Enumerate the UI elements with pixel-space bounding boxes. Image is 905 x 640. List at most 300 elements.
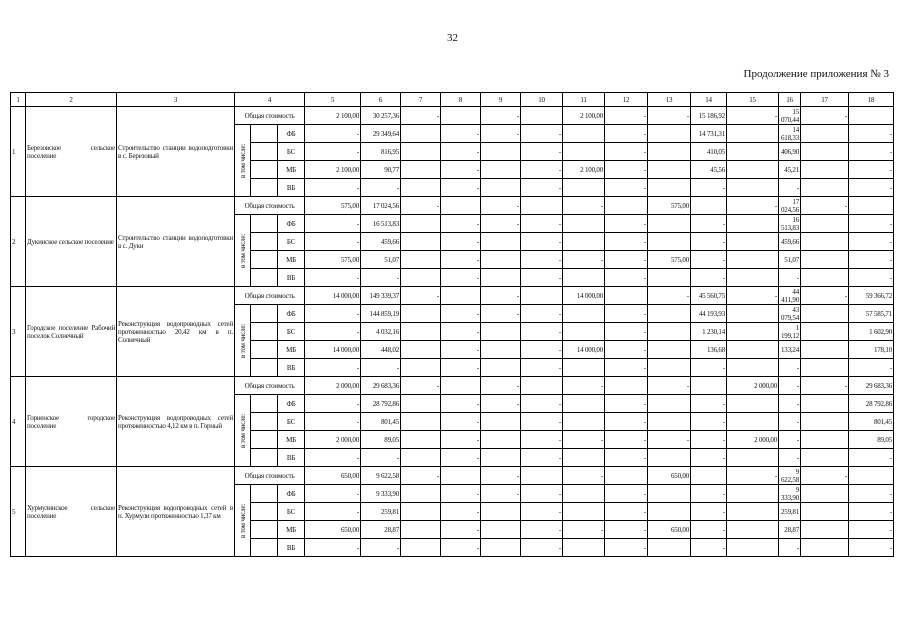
spacer-cell — [251, 323, 278, 341]
value-cell: - — [849, 521, 894, 539]
value-cell: - — [563, 431, 605, 449]
column-number: 2 — [26, 93, 117, 107]
value-cell: - — [605, 341, 648, 359]
value-cell — [563, 215, 605, 233]
value-cell: - — [849, 485, 894, 503]
spacer-cell — [251, 179, 278, 197]
value-cell — [849, 107, 894, 125]
table-row — [11, 107, 894, 125]
total-cost-label: Общая стоимость — [235, 467, 305, 485]
value-cell — [801, 359, 849, 377]
value-cell: 45 560,75 — [691, 287, 727, 305]
value-cell — [401, 233, 441, 251]
value-cell — [849, 197, 894, 215]
value-cell: - — [441, 413, 481, 431]
budget-source-label: МБ — [278, 521, 305, 539]
value-cell: - — [361, 179, 401, 197]
value-cell — [563, 395, 605, 413]
budget-source-label: МБ — [278, 251, 305, 269]
settlement-name: Березовское сельское поселение — [26, 107, 117, 197]
value-cell: 57 585,71 — [849, 305, 894, 323]
value-cell: 2 100,00 — [305, 107, 361, 125]
value-cell — [563, 305, 605, 323]
value-cell: 9 622,58 — [361, 467, 401, 485]
value-cell: 406,90 — [779, 143, 801, 161]
spacer-cell — [251, 233, 278, 251]
value-cell — [648, 215, 691, 233]
value-cell: 89,05 — [361, 431, 401, 449]
value-cell — [648, 449, 691, 467]
value-cell: 17 024,56 — [779, 197, 801, 215]
value-cell — [441, 197, 481, 215]
value-cell: 459,66 — [361, 233, 401, 251]
value-cell — [801, 341, 849, 359]
value-cell — [727, 539, 779, 557]
value-cell: - — [691, 395, 727, 413]
value-cell — [441, 467, 481, 485]
value-cell: - — [605, 251, 648, 269]
value-cell: - — [305, 413, 361, 431]
value-cell — [801, 305, 849, 323]
including-label-cell — [235, 395, 251, 467]
value-cell: - — [361, 269, 401, 287]
including-label: в том числе: — [238, 413, 247, 448]
budget-source-label: БС — [278, 233, 305, 251]
value-cell: - — [605, 413, 648, 431]
settlement-name: Хурмулинское сельское поселение — [26, 467, 117, 557]
value-cell: - — [521, 143, 563, 161]
value-cell: - — [779, 395, 801, 413]
value-cell: 2 000,00 — [727, 377, 779, 395]
budget-source-label: ФБ — [278, 305, 305, 323]
value-cell — [481, 521, 521, 539]
spacer-cell — [251, 431, 278, 449]
value-cell — [727, 251, 779, 269]
value-cell — [481, 269, 521, 287]
value-cell: 149 339,37 — [361, 287, 401, 305]
column-number: 11 — [563, 93, 605, 107]
value-cell — [605, 197, 648, 215]
value-cell: - — [521, 413, 563, 431]
value-cell: 410,05 — [691, 143, 727, 161]
value-cell: 9 333,90 — [779, 485, 801, 503]
value-cell — [401, 485, 441, 503]
value-cell: - — [691, 359, 727, 377]
value-cell: 448,02 — [361, 341, 401, 359]
value-cell: 575,00 — [305, 197, 361, 215]
value-cell — [605, 287, 648, 305]
value-cell: 51,07 — [779, 251, 801, 269]
value-cell: - — [691, 485, 727, 503]
value-cell — [401, 143, 441, 161]
value-cell — [563, 539, 605, 557]
value-cell: - — [691, 179, 727, 197]
value-cell — [648, 503, 691, 521]
column-number: 4 — [235, 93, 305, 107]
value-cell — [727, 143, 779, 161]
value-cell — [648, 143, 691, 161]
value-cell — [801, 125, 849, 143]
including-label-cell — [235, 215, 251, 287]
value-cell: - — [521, 521, 563, 539]
value-cell: 45,56 — [691, 161, 727, 179]
settlement-name: Городское поселение Рабочий поселок Солнечный — [26, 287, 117, 377]
value-cell — [563, 323, 605, 341]
value-cell — [563, 179, 605, 197]
value-cell: 650,00 — [305, 467, 361, 485]
value-cell: 1 199,12 — [779, 323, 801, 341]
value-cell: - — [691, 251, 727, 269]
including-label-cell — [235, 485, 251, 557]
budget-source-label: МБ — [278, 161, 305, 179]
budget-source-label: ВБ — [278, 269, 305, 287]
value-cell: - — [849, 251, 894, 269]
value-cell: 45,21 — [779, 161, 801, 179]
value-cell — [521, 287, 563, 305]
value-cell — [481, 449, 521, 467]
value-cell: - — [361, 449, 401, 467]
value-cell: - — [521, 395, 563, 413]
value-cell — [801, 251, 849, 269]
value-cell: - — [441, 503, 481, 521]
value-cell — [648, 161, 691, 179]
value-cell: 1 602,90 — [849, 323, 894, 341]
spacer-cell — [251, 449, 278, 467]
value-cell — [801, 395, 849, 413]
appendix-caption: Продолжение приложения № 3 — [743, 68, 889, 80]
value-cell: - — [605, 161, 648, 179]
value-cell: - — [801, 287, 849, 305]
value-cell: - — [521, 503, 563, 521]
value-cell: - — [305, 125, 361, 143]
value-cell: - — [779, 269, 801, 287]
value-cell: - — [605, 125, 648, 143]
value-cell: - — [727, 287, 779, 305]
spacer-cell — [251, 251, 278, 269]
value-cell: - — [691, 269, 727, 287]
value-cell: - — [441, 521, 481, 539]
spacer-cell — [251, 125, 278, 143]
value-cell: - — [441, 485, 481, 503]
value-cell — [648, 539, 691, 557]
value-cell — [481, 143, 521, 161]
column-number: 14 — [691, 93, 727, 107]
value-cell: - — [401, 467, 441, 485]
spacer-cell — [251, 305, 278, 323]
value-cell: 43 079,54 — [779, 305, 801, 323]
value-cell: - — [305, 143, 361, 161]
value-cell: - — [563, 251, 605, 269]
value-cell — [401, 359, 441, 377]
value-cell — [401, 161, 441, 179]
value-cell — [648, 179, 691, 197]
value-cell — [801, 161, 849, 179]
value-cell: 9 622,58 — [779, 467, 801, 485]
budget-source-label: БС — [278, 323, 305, 341]
value-cell: - — [521, 233, 563, 251]
value-cell: - — [849, 269, 894, 287]
value-cell — [801, 323, 849, 341]
value-cell — [401, 125, 441, 143]
settlement-name: Горненское городское поселение — [26, 377, 117, 467]
spacer-cell — [251, 359, 278, 377]
value-cell — [727, 449, 779, 467]
value-cell: - — [849, 233, 894, 251]
value-cell: - — [521, 449, 563, 467]
column-number: 18 — [849, 93, 894, 107]
value-cell — [563, 485, 605, 503]
value-cell: - — [605, 359, 648, 377]
value-cell — [481, 161, 521, 179]
value-cell: - — [481, 485, 521, 503]
value-cell: 29 683,36 — [849, 377, 894, 395]
value-cell: 2 000,00 — [305, 377, 361, 395]
column-number: 3 — [117, 93, 235, 107]
value-cell: 89,05 — [849, 431, 894, 449]
row-number: 3 — [11, 287, 26, 377]
value-cell: - — [849, 179, 894, 197]
value-cell: - — [605, 521, 648, 539]
value-cell — [401, 305, 441, 323]
value-cell: 14 731,31 — [691, 125, 727, 143]
value-cell: 801,45 — [849, 413, 894, 431]
value-cell — [401, 323, 441, 341]
value-cell — [441, 107, 481, 125]
value-cell: - — [605, 107, 648, 125]
value-cell — [481, 251, 521, 269]
value-cell — [801, 449, 849, 467]
value-cell: - — [481, 395, 521, 413]
spacer-cell — [251, 143, 278, 161]
project-name: Строительство станции водоподготовки в с. Дуки — [117, 197, 235, 287]
value-cell: - — [605, 323, 648, 341]
spacer-cell — [251, 215, 278, 233]
total-cost-label: Общая стоимость — [235, 377, 305, 395]
budget-source-label: ФБ — [278, 215, 305, 233]
value-cell: - — [441, 143, 481, 161]
budget-source-label: ФБ — [278, 125, 305, 143]
value-cell: 14 618,33 — [779, 125, 801, 143]
value-cell: 44 411,90 — [779, 287, 801, 305]
value-cell: - — [849, 449, 894, 467]
value-cell: - — [481, 377, 521, 395]
value-cell: - — [779, 377, 801, 395]
value-cell: 136,68 — [691, 341, 727, 359]
budget-source-label: ВБ — [278, 449, 305, 467]
value-cell: 14 000,00 — [563, 341, 605, 359]
value-cell: - — [691, 215, 727, 233]
column-number: 10 — [521, 93, 563, 107]
value-cell — [563, 125, 605, 143]
row-number: 4 — [11, 377, 26, 467]
value-cell: - — [648, 107, 691, 125]
value-cell: - — [849, 503, 894, 521]
value-cell: - — [779, 539, 801, 557]
value-cell: 14 000,00 — [305, 287, 361, 305]
value-cell: - — [305, 449, 361, 467]
value-cell: - — [849, 215, 894, 233]
value-cell — [727, 413, 779, 431]
value-cell: - — [521, 251, 563, 269]
spacer-cell — [251, 521, 278, 539]
value-cell — [401, 251, 441, 269]
value-cell — [691, 467, 727, 485]
including-label: в том числе: — [238, 323, 247, 358]
value-cell: - — [605, 485, 648, 503]
value-cell: - — [305, 395, 361, 413]
value-cell — [849, 467, 894, 485]
value-cell: - — [691, 431, 727, 449]
value-cell — [481, 413, 521, 431]
budget-source-label: ВБ — [278, 179, 305, 197]
value-cell — [801, 485, 849, 503]
spacer-cell — [251, 269, 278, 287]
column-number: 15 — [727, 93, 779, 107]
value-cell: - — [361, 359, 401, 377]
value-cell: - — [801, 197, 849, 215]
table-row — [11, 467, 894, 485]
value-cell — [727, 485, 779, 503]
value-cell: 28,87 — [779, 521, 801, 539]
value-cell: - — [849, 143, 894, 161]
column-number: 6 — [361, 93, 401, 107]
value-cell: - — [305, 233, 361, 251]
total-cost-label: Общая стоимость — [235, 107, 305, 125]
value-cell — [401, 503, 441, 521]
value-cell: - — [779, 431, 801, 449]
value-cell: 30 257,36 — [361, 107, 401, 125]
budget-source-label: МБ — [278, 431, 305, 449]
value-cell: - — [521, 341, 563, 359]
value-cell: - — [441, 161, 481, 179]
value-cell — [727, 161, 779, 179]
value-cell — [727, 521, 779, 539]
value-cell: - — [441, 179, 481, 197]
value-cell — [563, 413, 605, 431]
spacer-cell — [251, 503, 278, 521]
value-cell — [401, 521, 441, 539]
value-cell: 816,95 — [361, 143, 401, 161]
value-cell: - — [521, 539, 563, 557]
value-cell: - — [401, 197, 441, 215]
value-cell — [648, 413, 691, 431]
value-cell — [521, 197, 563, 215]
value-cell: - — [779, 359, 801, 377]
value-cell: - — [563, 467, 605, 485]
value-cell: 15 186,92 — [691, 107, 727, 125]
value-cell: - — [605, 431, 648, 449]
column-number: 16 — [779, 93, 801, 107]
value-cell — [441, 377, 481, 395]
value-cell — [691, 197, 727, 215]
value-cell — [563, 449, 605, 467]
value-cell: - — [441, 431, 481, 449]
value-cell — [801, 431, 849, 449]
value-cell — [481, 431, 521, 449]
value-cell: - — [305, 269, 361, 287]
column-number: 8 — [441, 93, 481, 107]
value-cell — [801, 521, 849, 539]
value-cell: 259,81 — [361, 503, 401, 521]
value-cell — [563, 233, 605, 251]
value-cell: 2 100,00 — [305, 161, 361, 179]
value-cell: 2 100,00 — [563, 161, 605, 179]
value-cell: - — [727, 197, 779, 215]
value-cell: - — [441, 305, 481, 323]
value-cell: - — [691, 521, 727, 539]
value-cell: - — [441, 359, 481, 377]
value-cell: - — [441, 395, 481, 413]
row-number: 5 — [11, 467, 26, 557]
value-cell: - — [605, 269, 648, 287]
value-cell: 28 792,86 — [361, 395, 401, 413]
value-cell: 16 513,83 — [779, 215, 801, 233]
value-cell — [648, 305, 691, 323]
value-cell — [648, 341, 691, 359]
value-cell: 28,87 — [361, 521, 401, 539]
value-cell: - — [605, 179, 648, 197]
project-name: Строительство станции водоподготовки в с. Березовый — [117, 107, 235, 197]
value-cell: - — [441, 341, 481, 359]
value-cell: - — [481, 197, 521, 215]
value-cell — [727, 179, 779, 197]
value-cell: - — [849, 161, 894, 179]
value-cell: - — [727, 107, 779, 125]
value-cell — [401, 269, 441, 287]
value-cell — [401, 413, 441, 431]
page-number: 32 — [447, 32, 458, 44]
value-cell — [801, 143, 849, 161]
value-cell: - — [648, 377, 691, 395]
budget-source-label: МБ — [278, 341, 305, 359]
value-cell: 575,00 — [305, 251, 361, 269]
value-cell: - — [481, 305, 521, 323]
including-label-cell — [235, 305, 251, 377]
value-cell: - — [481, 215, 521, 233]
budget-source-label: ФБ — [278, 395, 305, 413]
value-cell — [648, 359, 691, 377]
value-cell: 575,00 — [648, 197, 691, 215]
value-cell: 14 000,00 — [305, 341, 361, 359]
value-cell: - — [563, 521, 605, 539]
value-cell: - — [563, 377, 605, 395]
value-cell: 17 024,56 — [361, 197, 401, 215]
value-cell — [648, 125, 691, 143]
including-label-cell — [235, 125, 251, 197]
column-number: 17 — [801, 93, 849, 107]
value-cell — [727, 125, 779, 143]
value-cell: - — [401, 107, 441, 125]
value-cell: - — [801, 467, 849, 485]
value-cell: - — [563, 197, 605, 215]
value-cell: 2 000,00 — [305, 431, 361, 449]
value-cell: - — [361, 539, 401, 557]
value-cell — [605, 467, 648, 485]
value-cell: 133,24 — [779, 341, 801, 359]
value-cell — [441, 287, 481, 305]
value-cell: - — [481, 287, 521, 305]
column-number-row — [11, 93, 894, 107]
budget-source-label: ВБ — [278, 539, 305, 557]
value-cell: - — [305, 503, 361, 521]
including-label: в том числе: — [238, 233, 247, 268]
value-cell: - — [521, 269, 563, 287]
value-cell — [401, 449, 441, 467]
value-cell: - — [305, 485, 361, 503]
value-cell: - — [727, 467, 779, 485]
budget-source-label: БС — [278, 503, 305, 521]
value-cell — [401, 431, 441, 449]
